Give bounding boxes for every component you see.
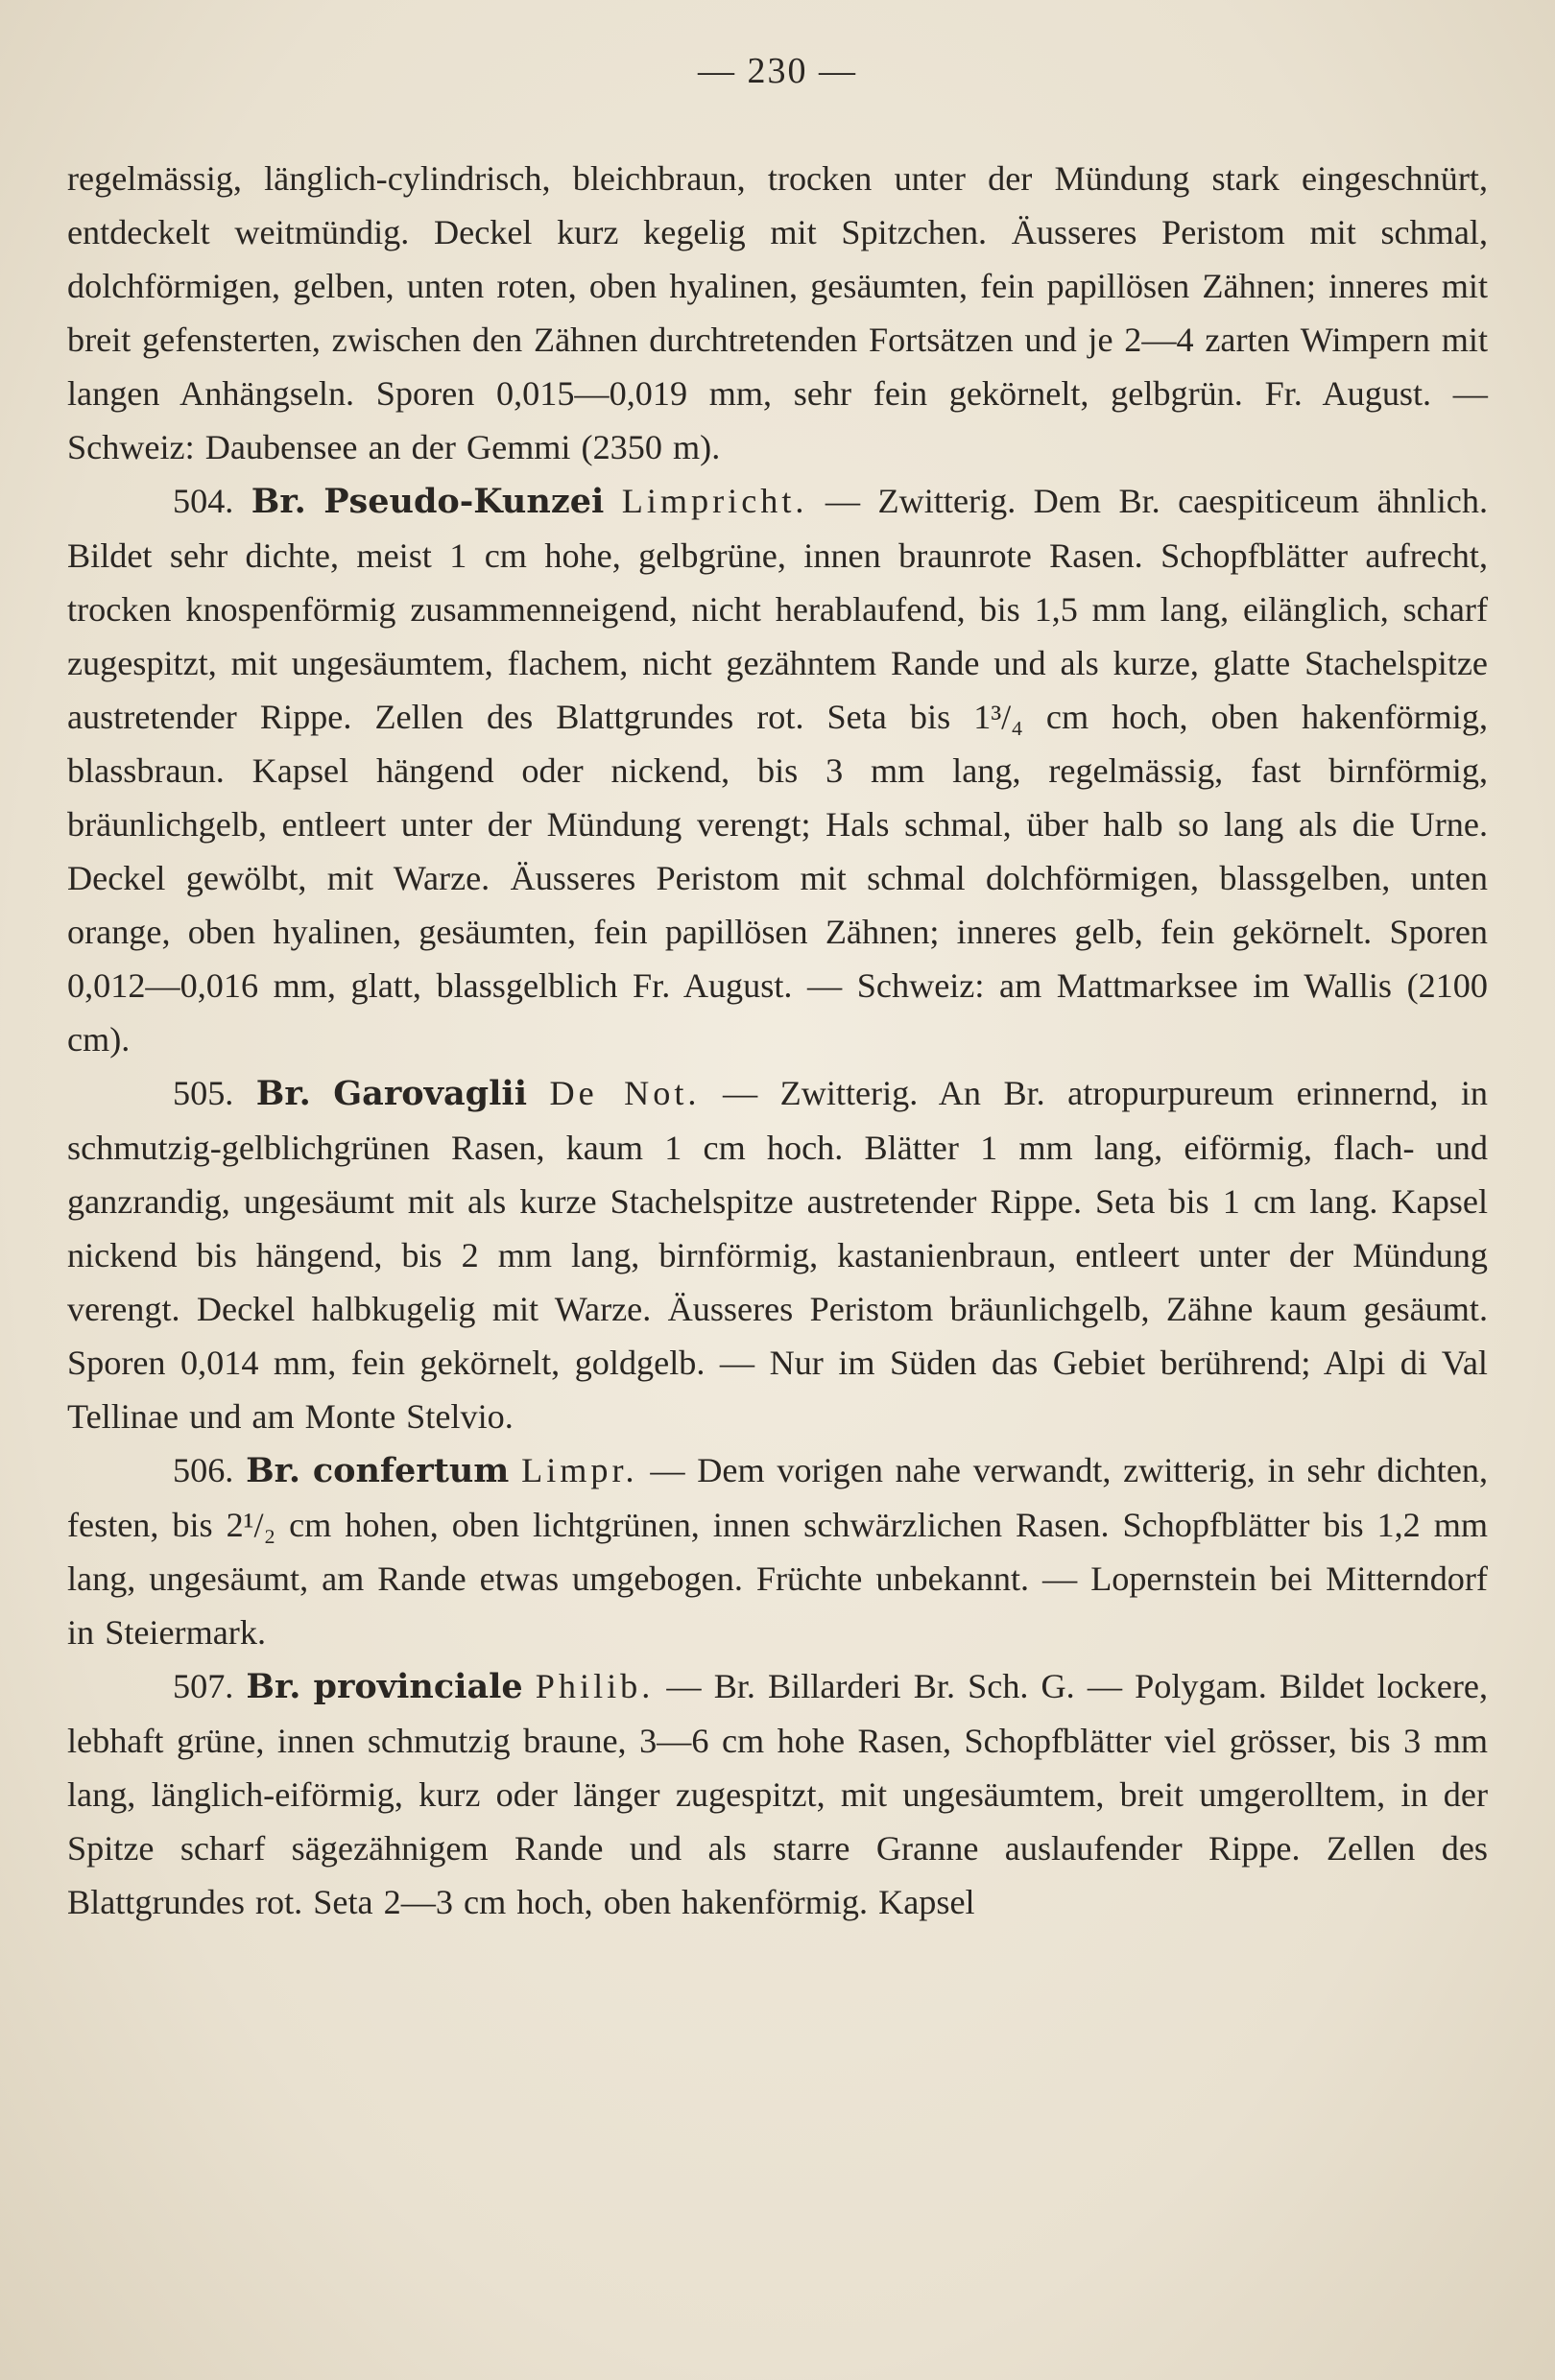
genus-name: Br. (255, 1074, 311, 1113)
paragraph-continuation (67, 152, 1488, 474)
genus-name: Br. (251, 482, 306, 521)
species-name: Pseudo-Kunzei (323, 482, 605, 521)
species-entry-507 (67, 1659, 1488, 1929)
genus-name: Br. (246, 1667, 301, 1706)
author-name: De Not. (549, 1074, 701, 1112)
entry-number: 507. (173, 1667, 234, 1705)
author-name: Philib. (535, 1667, 655, 1705)
species-entry-506 (67, 1443, 1488, 1659)
entry-description: — Br. Billarderi Br. Sch. G. — Polygam. Bildet lockere, lebhaft grüne, innen schmutzig braune, 3—6 cm hohe Rasen, Schopfblätter viel grösser, bis 3 mm lang, länglich-eiförmig, kurz oder länger zugespitzt, mit ungesäumtem, breit umgerolltem, in der Spitze scharf sägezähnigem Rande und als starre Granne auslaufender Rippe. Zellen des Blattgrundes rot. Seta 2—3 cm hoch, oben hakenförmig. Kapsel (67, 1667, 1488, 1921)
paragraph-text: regelmässig, länglich-cylindrisch, bleichbraun, trocken unter der Mündung stark eingeschnürt, entdeckelt weitmündig. Deckel kurz kegelig mit Spitzchen. Äusseres Peristom mit schmal, dolchförmigen, gelben, unten roten, oben hyalinen, gesäumten, fein papillösen Zähnen; inneres mit breit gefensterten, zwischen den Zähnen durchtretenden Fortsätzen und je 2—4 zarten Wimpern mit langen Anhängseln. Sporen 0,015—0,019 mm, sehr fein gekörnelt, gelbgrün. Fr. August. — Schweiz: Daubensee an der Gemmi (2350 m). (67, 159, 1488, 466)
author-name: Limpricht. (621, 482, 808, 520)
entry-number: 505. (173, 1074, 234, 1112)
entry-number: 506. (173, 1451, 234, 1489)
entry-description: — Zwitterig. Dem Br. caespiticeum ähnlich. Bildet sehr dichte, meist 1 cm hohe, gelbgrüne, innen braunrote Rasen. Schopfblätter aufrecht, trocken knospenförmig zusammenneigend, nicht herablaufend, bis 1,5 mm lang, eilänglich, scharf zugespitzt, mit ungesäumtem, flachem, nicht gezähntem Rande und als kurze, glatte Stachelspitze austretender Rippe. Zellen des Blattgrundes rot. Seta bis 1³/₄ cm hoch, oben hakenförmig, blassbraun. Kapsel hängend oder nickend, bis 3 mm lang, regelmässig, fast birnförmig, bräunlichgelb, entleert unter der Mündung verengt; Hals schmal, über halb so lang als die Urne. Deckel gewölbt, mit Warze. Äusseres Peristom mit schmal dolchförmigen, blassgelben, unten orange, oben hyalinen, gesäumten, fein papillösen Zähnen; inneres gelb, fein gekörnelt. Sporen 0,012—0,016 mm, glatt, blassgelblich Fr. August. — Schweiz: am Mattmarksee im Wallis (2100 cm). (67, 482, 1489, 1059)
author-name: Limpr. (521, 1451, 638, 1489)
page-number: — 230 — (698, 51, 857, 91)
entry-description: — Dem vorigen nahe verwandt, zwitterig, in sehr dichten, festen, bis 2¹/₂ cm hohen, oben lichtgrünen, innen schwärzlichen Rasen. Schopfblätter bis 1,2 mm lang, ungesäumt, am Rande etwas umgebogen. Früchte unbekannt. — Lopernstein bei Mitterndorf in Steiermark. (67, 1451, 1489, 1652)
entry-number: 504. (173, 482, 234, 520)
genus-name: Br. (246, 1451, 301, 1490)
species-entry-504 (67, 474, 1488, 1066)
species-name: provinciale (313, 1667, 523, 1706)
body-text (67, 152, 1488, 1929)
species-name: confertum (312, 1451, 510, 1490)
entry-description: — Zwitterig. An Br. atropurpureum erinnernd, in schmutzig-gelblichgrünen Rasen, kaum 1 cm hoch. Blätter 1 mm lang, eiförmig, flach- und ganzrandig, ungesäumt mit als kurze Stachelspitze austretender Rippe. Seta bis 1 cm lang. Kapsel nickend bis hängend, bis 2 mm lang, birnförmig, kastanienbraun, entleert unter der Mündung verengt. Deckel halbkugelig mit Warze. Äusseres Peristom bräunlichgelb, Zähne kaum gesäumt. Sporen 0,014 mm, fein gekörnelt, goldgelb. — Nur im Süden das Gebiet berührend; Alpi di Val Tellinae und am Monte Stelvio. (67, 1074, 1488, 1436)
species-entry-505 (67, 1066, 1488, 1443)
species-name: Garovaglii (333, 1074, 527, 1113)
